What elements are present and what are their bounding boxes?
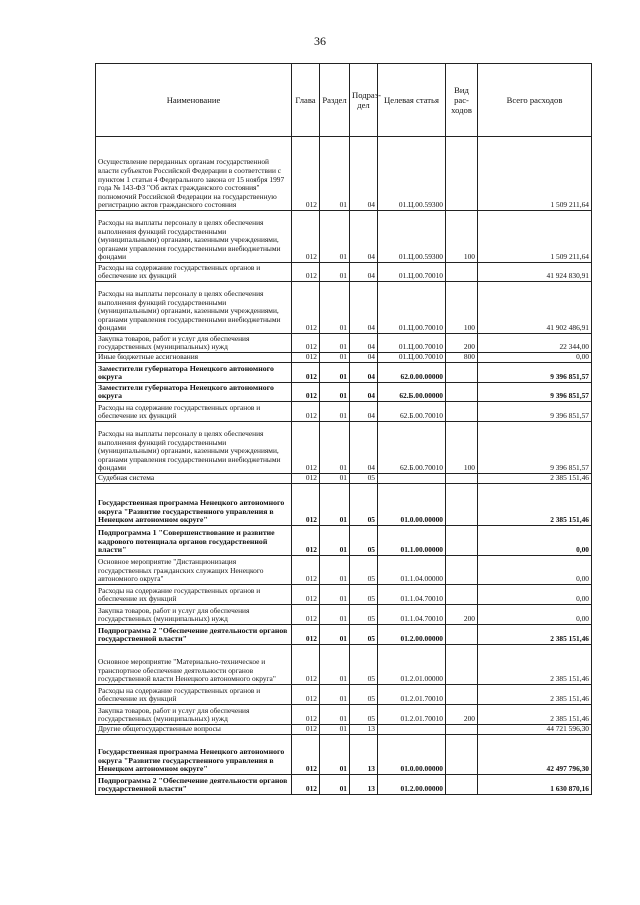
cell-section: 01 xyxy=(320,735,350,775)
table-row xyxy=(96,353,592,363)
cell-type xyxy=(446,383,478,402)
cell-section: 01 xyxy=(320,725,350,735)
table-row xyxy=(96,422,592,474)
cell-total: 0,00 xyxy=(478,353,592,363)
table-row xyxy=(96,705,592,725)
cell-total: 41 902 486,91 xyxy=(478,282,592,334)
cell-name: Закупка товаров, работ и услуг для обеспечения государственных (муниципальных) нужд xyxy=(96,334,292,353)
cell-type xyxy=(446,725,478,735)
table-row xyxy=(96,402,592,422)
cell-total: 0,00 xyxy=(478,605,592,625)
cell-subsection: 13 xyxy=(350,775,378,795)
cell-section: 01 xyxy=(320,474,350,484)
cell-section: 01 xyxy=(320,484,350,526)
cell-total: 42 497 796,30 xyxy=(478,735,592,775)
cell-target: 62.Б.00.00000 xyxy=(378,383,446,402)
cell-target: 01.Ц.00.59300 xyxy=(378,137,446,211)
cell-section: 01 xyxy=(320,137,350,211)
table-row xyxy=(96,645,592,685)
cell-section: 01 xyxy=(320,263,350,282)
table-row xyxy=(96,363,592,383)
cell-name: Заместители губернатора Ненецкого автономного округа xyxy=(96,363,292,383)
table-row xyxy=(96,282,592,334)
cell-chapter: 012 xyxy=(292,474,320,484)
budget-table xyxy=(95,63,592,795)
cell-chapter: 012 xyxy=(292,484,320,526)
cell-total: 9 396 851,57 xyxy=(478,422,592,474)
table-row xyxy=(96,725,592,735)
table-row xyxy=(96,605,592,625)
header-name: Наименование xyxy=(96,64,292,137)
cell-chapter: 012 xyxy=(292,334,320,353)
cell-type: 200 xyxy=(446,334,478,353)
cell-total: 2 385 151,46 xyxy=(478,474,592,484)
cell-type xyxy=(446,685,478,705)
header-target: Целевая статья xyxy=(378,64,446,137)
cell-section: 01 xyxy=(320,705,350,725)
cell-total: 0,00 xyxy=(478,526,592,556)
cell-type xyxy=(446,625,478,645)
header-type: Вид рас-ходов xyxy=(446,64,478,137)
cell-section: 01 xyxy=(320,526,350,556)
cell-type xyxy=(446,735,478,775)
cell-name: Расходы на содержание государственных органов и обеспечение их функций xyxy=(96,402,292,422)
cell-name: Основное мероприятие "Дистанционизация государственных гражданских служащих Ненецкого автономного округа" xyxy=(96,556,292,585)
cell-section: 01 xyxy=(320,605,350,625)
cell-type: 200 xyxy=(446,605,478,625)
cell-target: 01.Ц.00.70010 xyxy=(378,334,446,353)
cell-type xyxy=(446,556,478,585)
cell-chapter: 012 xyxy=(292,353,320,363)
cell-total: 9 396 851,57 xyxy=(478,363,592,383)
cell-name: Расходы на выплаты персоналу в целях обеспечения выполнения функций государственными (муниципальными) органами, казенными учреждениями, органами управления государственными внебюджетными фондами xyxy=(96,282,292,334)
cell-total: 41 924 830,91 xyxy=(478,263,592,282)
cell-target xyxy=(378,725,446,735)
cell-subsection: 04 xyxy=(350,334,378,353)
cell-chapter: 012 xyxy=(292,725,320,735)
cell-chapter: 012 xyxy=(292,625,320,645)
cell-name: Осуществление переданных органам государственной власти субъектов Российской Федерации в соответствии с пунктом 1 статьи 4 Федерального закона от 15 ноября 1997 года № 143-ФЗ "Об актах гражданского состояния" полномочий Российской Федерации на государственную регистрацию актов гражданского состояния xyxy=(96,137,292,211)
cell-total: 2 385 151,46 xyxy=(478,625,592,645)
cell-chapter: 012 xyxy=(292,585,320,605)
cell-name: Расходы на содержание государственных органов и обеспечение их функций xyxy=(96,263,292,282)
cell-name: Судебная система xyxy=(96,474,292,484)
cell-chapter: 012 xyxy=(292,263,320,282)
cell-type xyxy=(446,263,478,282)
cell-section: 01 xyxy=(320,645,350,685)
cell-subsection: 05 xyxy=(350,474,378,484)
cell-type xyxy=(446,484,478,526)
cell-name: Иные бюджетные ассигнования xyxy=(96,353,292,363)
cell-total: 1 509 211,64 xyxy=(478,137,592,211)
cell-subsection: 04 xyxy=(350,282,378,334)
cell-target: 01.2.00.00000 xyxy=(378,625,446,645)
cell-subsection: 04 xyxy=(350,402,378,422)
cell-target: 01.Ц.00.70010 xyxy=(378,282,446,334)
cell-type xyxy=(446,585,478,605)
cell-target: 01.Ц.00.59300 xyxy=(378,211,446,263)
cell-chapter: 012 xyxy=(292,685,320,705)
cell-target: 01.2.00.00000 xyxy=(378,775,446,795)
table-row xyxy=(96,625,592,645)
cell-type xyxy=(446,402,478,422)
cell-name: Подпрограмма 1 "Совершенствование и развитие кадрового потенциала органов государственной власти" xyxy=(96,526,292,556)
table-body xyxy=(96,137,592,795)
cell-total: 22 344,00 xyxy=(478,334,592,353)
cell-chapter: 012 xyxy=(292,735,320,775)
cell-subsection: 05 xyxy=(350,605,378,625)
header-section: Раздел xyxy=(320,64,350,137)
cell-chapter: 012 xyxy=(292,363,320,383)
cell-name: Закупка товаров, работ и услуг для обеспечения государственных (муниципальных) нужд xyxy=(96,705,292,725)
cell-total: 44 721 596,30 xyxy=(478,725,592,735)
cell-chapter: 012 xyxy=(292,383,320,402)
table-row xyxy=(96,585,592,605)
cell-section: 01 xyxy=(320,334,350,353)
table-header-row xyxy=(96,64,592,137)
cell-subsection: 13 xyxy=(350,725,378,735)
cell-chapter: 012 xyxy=(292,137,320,211)
cell-type: 100 xyxy=(446,422,478,474)
cell-subsection: 04 xyxy=(350,211,378,263)
cell-total: 2 385 151,46 xyxy=(478,484,592,526)
cell-type xyxy=(446,363,478,383)
cell-subsection: 04 xyxy=(350,353,378,363)
cell-section: 01 xyxy=(320,383,350,402)
cell-target: 01.1.04.00000 xyxy=(378,556,446,585)
cell-section: 01 xyxy=(320,363,350,383)
cell-target: 01.1.04.70010 xyxy=(378,605,446,625)
cell-target: 01.1.00.00000 xyxy=(378,526,446,556)
cell-name: Подпрограмма 2 "Обеспечение деятельности органов государственной власти" xyxy=(96,775,292,795)
cell-subsection: 04 xyxy=(350,363,378,383)
cell-total: 2 385 151,46 xyxy=(478,645,592,685)
cell-type xyxy=(446,137,478,211)
cell-name: Закупка товаров, работ и услуг для обеспечения государственных (муниципальных) нужд xyxy=(96,605,292,625)
cell-type: 100 xyxy=(446,211,478,263)
cell-subsection: 05 xyxy=(350,685,378,705)
table-row xyxy=(96,685,592,705)
page-number: 36 xyxy=(314,34,326,48)
cell-subsection: 05 xyxy=(350,585,378,605)
table-row xyxy=(96,211,592,263)
table-row xyxy=(96,263,592,282)
cell-name: Расходы на содержание государственных органов и обеспечение их функций xyxy=(96,585,292,605)
cell-subsection: 04 xyxy=(350,422,378,474)
cell-type xyxy=(446,474,478,484)
cell-name: Подпрограмма 2 "Обеспечение деятельности органов государственной власти" xyxy=(96,625,292,645)
cell-name: Заместители губернатора Ненецкого автономного округа xyxy=(96,383,292,402)
cell-chapter: 012 xyxy=(292,645,320,685)
cell-subsection: 05 xyxy=(350,625,378,645)
cell-section: 01 xyxy=(320,685,350,705)
cell-target: 01.0.00.00000 xyxy=(378,484,446,526)
header-total: Всего расходов xyxy=(478,64,592,137)
cell-target xyxy=(378,474,446,484)
cell-name: Государственная программа Ненецкого автономного округа "Развитие государственного управления в Ненецком автономном округе" xyxy=(96,735,292,775)
cell-section: 01 xyxy=(320,625,350,645)
header-subsection: Подраз-дел xyxy=(350,64,378,137)
table-row xyxy=(96,775,592,795)
table-row xyxy=(96,556,592,585)
cell-section: 01 xyxy=(320,556,350,585)
cell-chapter: 012 xyxy=(292,526,320,556)
cell-section: 01 xyxy=(320,402,350,422)
cell-section: 01 xyxy=(320,282,350,334)
cell-chapter: 012 xyxy=(292,282,320,334)
cell-subsection: 04 xyxy=(350,263,378,282)
cell-name: Расходы на содержание государственных органов и обеспечение их функций xyxy=(96,685,292,705)
cell-chapter: 012 xyxy=(292,556,320,585)
cell-subsection: 04 xyxy=(350,137,378,211)
cell-total: 2 385 151,46 xyxy=(478,705,592,725)
table-row xyxy=(96,383,592,402)
cell-target: 01.2.01.70010 xyxy=(378,705,446,725)
cell-chapter: 012 xyxy=(292,211,320,263)
cell-subsection: 05 xyxy=(350,484,378,526)
cell-name: Расходы на выплаты персоналу в целях обеспечения выполнения функций государственными (муниципальными) органами, казенными учреждениями, органами управления государственными внебюджетными фондами xyxy=(96,211,292,263)
cell-chapter: 012 xyxy=(292,705,320,725)
cell-subsection: 04 xyxy=(350,383,378,402)
cell-target: 01.Ц.00.70010 xyxy=(378,353,446,363)
cell-subsection: 05 xyxy=(350,526,378,556)
header-chapter: Глава xyxy=(292,64,320,137)
table-row xyxy=(96,484,592,526)
cell-total: 0,00 xyxy=(478,556,592,585)
cell-total: 1 509 211,64 xyxy=(478,211,592,263)
table-row xyxy=(96,735,592,775)
cell-name: Государственная программа Ненецкого автономного округа "Развитие государственного управления в Ненецком автономном округе" xyxy=(96,484,292,526)
cell-total: 9 396 851,57 xyxy=(478,402,592,422)
cell-name: Другие общегосударственные вопросы xyxy=(96,725,292,735)
cell-name: Расходы на выплаты персоналу в целях обеспечения выполнения функций государственными (муниципальными) органами, казенными учреждениями, органами управления государственными внебюджетными фондами xyxy=(96,422,292,474)
table-row xyxy=(96,137,592,211)
cell-total: 0,00 xyxy=(478,585,592,605)
cell-type xyxy=(446,645,478,685)
cell-section: 01 xyxy=(320,353,350,363)
cell-target: 01.Ц.00.70010 xyxy=(378,263,446,282)
cell-target: 01.0.00.00000 xyxy=(378,735,446,775)
cell-type xyxy=(446,526,478,556)
cell-total: 1 630 870,16 xyxy=(478,775,592,795)
cell-chapter: 012 xyxy=(292,605,320,625)
cell-chapter: 012 xyxy=(292,422,320,474)
cell-chapter: 012 xyxy=(292,775,320,795)
cell-name: Основное мероприятие "Материально-техническое и транспортное обеспечение деятельности органов государственной власти Ненецкого автономного округа" xyxy=(96,645,292,685)
cell-section: 01 xyxy=(320,775,350,795)
cell-target: 01.1.04.70010 xyxy=(378,585,446,605)
cell-total: 9 396 851,57 xyxy=(478,383,592,402)
cell-chapter: 012 xyxy=(292,402,320,422)
cell-section: 01 xyxy=(320,585,350,605)
cell-target: 01.2.01.70010 xyxy=(378,685,446,705)
cell-type: 800 xyxy=(446,353,478,363)
cell-section: 01 xyxy=(320,422,350,474)
cell-subsection: 05 xyxy=(350,645,378,685)
cell-target: 62.0.00.00000 xyxy=(378,363,446,383)
table-row xyxy=(96,474,592,484)
cell-type xyxy=(446,775,478,795)
cell-target: 01.2.01.00000 xyxy=(378,645,446,685)
cell-type: 200 xyxy=(446,705,478,725)
cell-subsection: 05 xyxy=(350,556,378,585)
cell-type: 100 xyxy=(446,282,478,334)
cell-target: 62.Б.00.70010 xyxy=(378,402,446,422)
cell-target: 62.Б.00.70010 xyxy=(378,422,446,474)
table-row xyxy=(96,334,592,353)
cell-section: 01 xyxy=(320,211,350,263)
cell-subsection: 05 xyxy=(350,705,378,725)
cell-total: 2 385 151,46 xyxy=(478,685,592,705)
table-row xyxy=(96,526,592,556)
cell-subsection: 13 xyxy=(350,735,378,775)
